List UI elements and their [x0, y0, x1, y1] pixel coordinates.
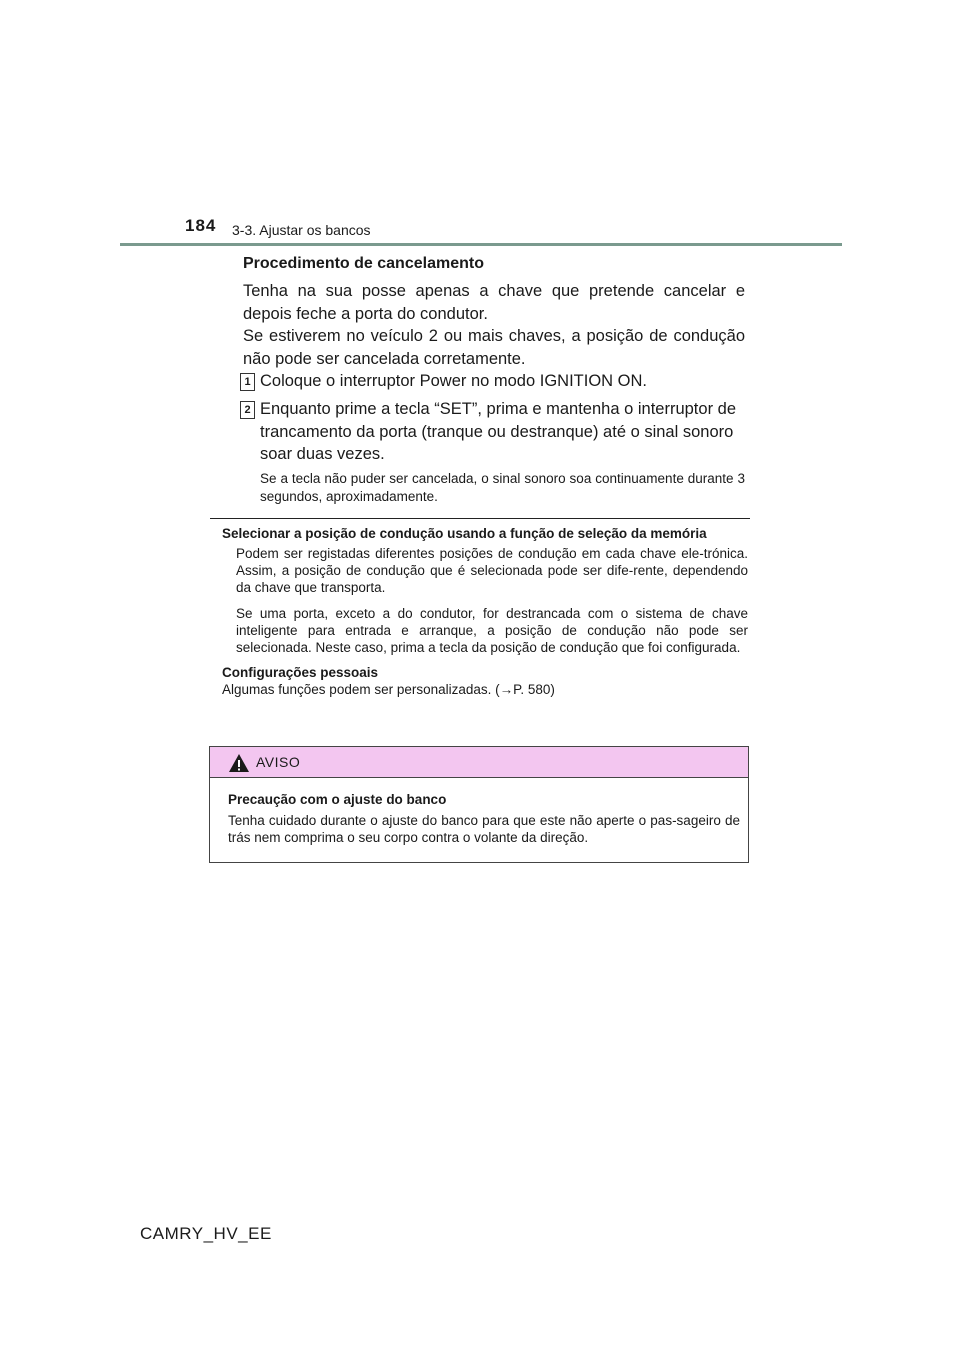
step-1: [240, 370, 745, 393]
info-paragraph-3: Algumas funções podem ser personalizadas. (→P. 580): [222, 682, 555, 697]
info-divider: [210, 518, 750, 519]
info-block: [222, 525, 748, 698]
step-note: Se a tecla não puder ser cancelada, o sinal sonoro soa continuamente durante 3 segundos, aproximadamente.: [260, 471, 745, 504]
procedure-title: Procedimento de cancelamento: [243, 255, 484, 272]
section-title: 3-3. Ajustar os bancos: [232, 222, 371, 238]
step-number-badge: 1: [240, 373, 255, 391]
step-text: Coloque o interruptor Power no modo IGNITION ON.: [260, 372, 647, 390]
header-divider: [120, 243, 842, 246]
intro-paragraph-1: Tenha na sua posse apenas a chave que pretende cancelar e depois feche a porta do condutor.: [243, 282, 745, 323]
warning-text: Tenha cuidado durante o ajuste do banco para que este não aperte o pas-sageiro de trás nem comprima o seu corpo contra o volante da direção.: [228, 812, 740, 845]
step-2: [240, 398, 745, 466]
warning-body: [228, 791, 740, 847]
info-paragraph-1: Podem ser registadas diferentes posições de condução em cada chave ele-trónica. Assim, a posição de condução que é selecionada pode ser dife-rente, dependendo da chave que transporta.: [236, 546, 748, 595]
warning-label: AVISO: [256, 754, 301, 770]
step-number-badge: 2: [240, 401, 255, 419]
procedure-intro: [243, 280, 745, 370]
info-paragraph-2: Se uma porta, exceto a do condutor, for destrancada com o sistema de chave inteligente para entrada e arranque, a posição de condução não pode ser selecionada. Neste caso, prima a tecla da posição de condução que foi configurada.: [236, 606, 748, 655]
step-text: Enquanto prime a tecla “SET”, prima e mantenha o interruptor de trancamento da porta (tranque ou destranque) até o sinal sonoro soar duas vezes.: [260, 400, 736, 463]
info-heading-personal: Configurações pessoais: [222, 665, 379, 680]
warning-box: [209, 746, 749, 863]
intro-paragraph-2: Se estiverem no veículo 2 ou mais chaves, a posição de condução não pode ser cancelada corretamente.: [243, 327, 745, 368]
warning-triangle-icon: [228, 753, 250, 773]
warning-header: [210, 747, 748, 778]
page-number: 184: [185, 216, 217, 235]
footer-document-id: CAMRY_HV_EE: [140, 1224, 272, 1243]
info-heading-memory: Selecionar a posição de condução usando a função de seleção da memória: [222, 526, 707, 541]
warning-title: Precaução com o ajuste do banco: [228, 792, 447, 807]
